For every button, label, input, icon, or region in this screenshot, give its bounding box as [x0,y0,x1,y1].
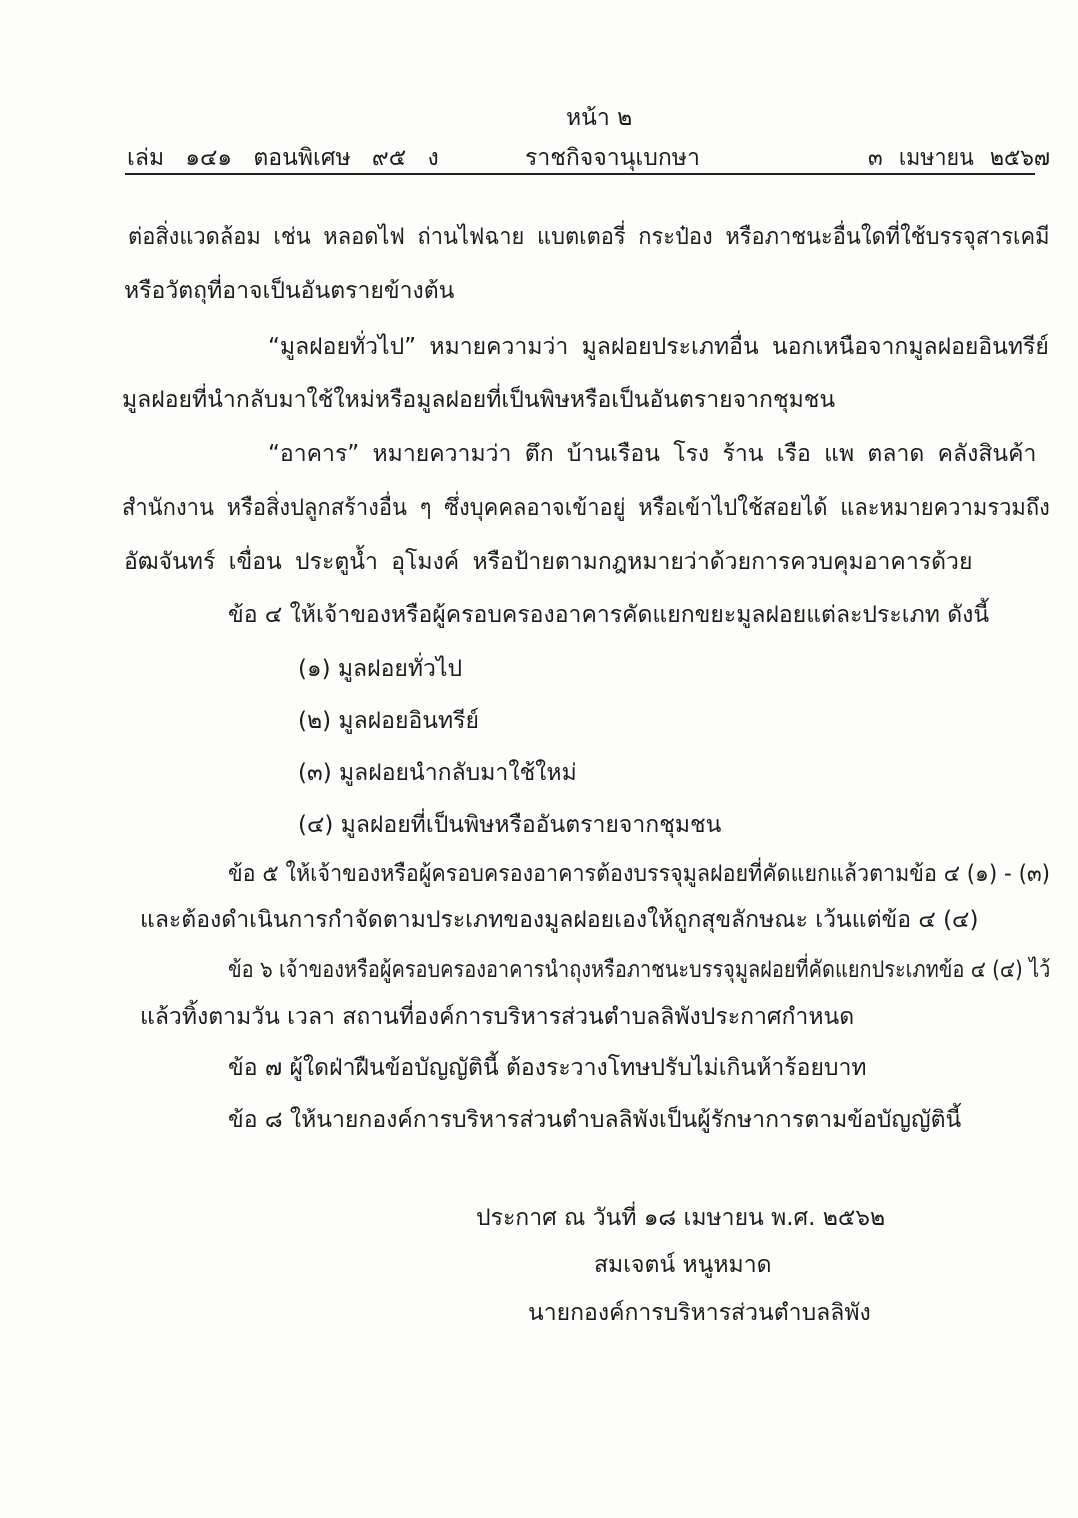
paragraph-line: และต้องดำเนินการกำจัดตามประเภทของมูลฝอยเองให้ถูกสุขลักษณะ เว้นแต่ข้อ ๔ (๔) [140,907,979,933]
clause-6: ข้อ ๖ เจ้าของหรือผู้ครอบครองอาคารนำถุงหรือภาชนะบรรจุมูลฝอยที่คัดแยกประเภทข้อ ๔ (๔) ไว้ [228,957,1051,983]
clause-8: ข้อ ๘ ให้นายกองค์การบริหารส่วนตำบลลิพังเป็นผู้รักษาการตามข้อบัญญัตินี้ [228,1107,962,1133]
signer-name: สมเจตน์ หนูหมาด [594,1252,772,1278]
list-item: (๓) มูลฝอยนำกลับมาใช้ใหม่ [298,760,577,786]
list-item: (๔) มูลฝอยที่เป็นพิษหรืออันตรายจากชุมชน [298,812,722,838]
paragraph-line: สำนักงาน หรือสิ่งปลูกสร้างอื่น ๆ ซึ่งบุคคลอาจเข้าอยู่ หรือเข้าไปใช้สอยได้ และหมายความรวมถึง [122,495,1050,521]
paragraph-line: มูลฝอยที่นำกลับมาใช้ใหม่หรือมูลฝอยที่เป็นพิษหรือเป็นอันตรายจากชุมชน [122,387,836,413]
header-rule [125,173,1035,175]
list-item: (๑) มูลฝอยทั่วไป [298,656,463,682]
paragraph-line: หรือวัตถุที่อาจเป็นอันตรายข้างต้น [124,278,455,304]
list-item: (๒) มูลฝอยอินทรีย์ [298,708,479,734]
clause-4: ข้อ ๔ ให้เจ้าของหรือผู้ครอบครองอาคารคัดแยกขยะมูลฝอยแต่ละประเภท ดังนี้ [228,602,990,628]
gazette-date: ๓ เมษายน ๒๕๖๗ [868,145,1051,171]
paragraph-line: ต่อสิ่งแวดล้อม เช่น หลอดไฟ ถ่านไฟฉาย แบตเตอรี่ กระป๋อง หรือภาชนะอื่นใดที่ใช้บรรจุสารเคมี [128,224,1050,250]
clause-5: ข้อ ๕ ให้เจ้าของหรือผู้ครอบครองอาคารต้องบรรจุมูลฝอยที่คัดแยกแล้วตามข้อ ๔ (๑) - (๓) [228,861,1051,887]
definition-general-waste: “มูลฝอยทั่วไป” หมายความว่า มูลฝอยประเภทอื่น นอกเหนือจากมูลฝอยอินทรีย์ [268,334,1049,360]
clause-7: ข้อ ๗ ผู้ใดฝ่าฝืนข้อบัญญัตินี้ ต้องระวางโทษปรับไม่เกินห้าร้อยบาท [228,1055,867,1081]
paragraph-line: แล้วทิ้งตามวัน เวลา สถานที่องค์การบริหารส่วนตำบลลิพังประกาศกำหนด [140,1004,855,1030]
gazette-name: ราชกิจจานุเบกษา [525,145,700,171]
signer-title: นายกองค์การบริหารส่วนตำบลลิพัง [528,1300,871,1326]
paragraph-line: อัฒจันทร์ เขื่อน ประตูน้ำ อุโมงค์ หรือป้ายตามกฎหมายว่าด้วยการควบคุมอาคารด้วย [124,549,973,575]
definition-building: “อาคาร” หมายความว่า ตึก บ้านเรือน โรง ร้าน เรือ แพ ตลาด คลังสินค้า [268,441,1037,467]
page-number: หน้า ๒ [566,105,633,131]
gazette-volume-issue: เล่ม ๑๔๑ ตอนพิเศษ ๙๕ ง [127,145,439,171]
announcement-date: ประกาศ ณ วันที่ ๑๘ เมษายน พ.ศ. ๒๕๖๒ [476,1205,886,1231]
